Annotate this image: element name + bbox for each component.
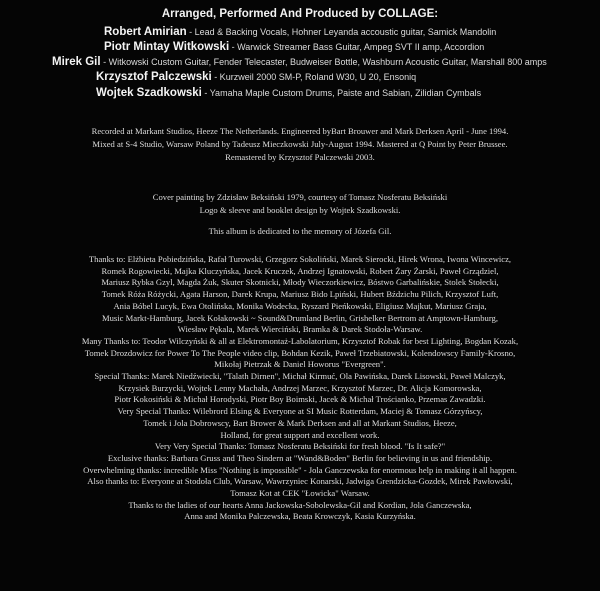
thanks-line: Tomek i Jola Dobrowscy, Bart Brower & Mark Derksen and all at Markant Studios, Heeze,: [143, 417, 457, 428]
thanks-line: Anna and Monika Palczewska, Beata Krowczyk, Kasia Kurzyńska.: [184, 511, 416, 522]
thanks-section: [0, 254, 600, 523]
member-name: Piotr Mintay Witkowski: [104, 41, 230, 53]
thanks-line: Mikołaj Pietrzak & Daniel Howorus "Evergreen".: [214, 359, 386, 370]
thanks-line: Music Markt-Hamburg, Jacek Kołakowski ~ Sound&Drumland Berlin, Grishelker Bertrom at Amptown-Hamburg,: [101, 312, 498, 323]
recording-line: Mixed at S-4 Studio, Warsaw Poland by Tadeusz Mieczkowski July-August 1994. Mastered at Q Point by Peter Brussee.: [92, 139, 508, 149]
thanks-line: Romek Rogowiecki, Majka Kluczyńska, Jacek Kruczek, Andrzej Ignatowski, Robert Żary Żarski, Paweł Grządziel,: [101, 265, 499, 276]
thanks-line: Overwhelming thanks: incredible Miss "Nothing is impossible" - Jola Ganczewska for enormous help in making it all happen.: [83, 464, 517, 475]
thanks-line: Also thanks to: Everyone at Stodoła Club, Warsaw, Wawrzyniec Konarski, Jadwiga Grendzicka-Gozdek, Mirek Pawłowski,: [87, 476, 513, 487]
thanks-line: Tomasz Kot at CEK "Łowicka" Warsaw.: [230, 488, 370, 499]
thanks-line: Thanks to the ladies of our hearts Anna Jackowska-Sobolewska-Gil and Kordian, Jola Ganczewska,: [128, 499, 472, 510]
thanks-line: Very Special Thanks: Wilebrord Elsing & Everyone at SI Music Rotterdam, Maciej & Tomasz Górzyńscy,: [117, 406, 483, 417]
thanks-line: Special Thanks: Marek Niedźwiecki, "Talath Dirnen", Michał Kirmuć, Ola Pawińska, Darek Lisowski, Paweł Malczyk,: [94, 371, 506, 382]
dedication: [0, 225, 600, 238]
thanks-line: Thanks to: Elżbieta Pobiedzińska, Rafał Turowski, Grzegorz Sokoliński, Marek Sierocki, Hirek Wrona, Iwona Wincewicz,: [88, 254, 512, 264]
thanks-line: Piotr Kokosiński & Michał Horodyski, Piotr Boy Boimski, Jacek & Michał Trościanko, Przemas Zawadzki.: [114, 394, 486, 405]
thanks-line: Ania Bóbel Lucyk, Ewa Otolińska, Monika Wodecka, Ryszard Pieńkowski, Eligiusz Majkut, Mariusz Graja,: [113, 300, 487, 311]
member-name: Robert Amirian: [104, 26, 187, 38]
member-line: [96, 71, 416, 83]
thanks-line: Many Thanks to: Teodor Wilczyński & all at Elektromontaż-Labolatorium, Krzysztof Robak for best Lighting, Bogdan Kozak,: [81, 335, 519, 346]
member-name: Krzysztof Palczewski: [96, 71, 212, 83]
member-line: [104, 26, 496, 38]
member-name: Wojtek Szadkowski: [96, 87, 202, 99]
recording-line: Recorded at Markant Studios, Heeze The Netherlands. Engineered byBart Brouwer and Mark Derksen April - June 1994.: [91, 126, 509, 136]
member-name: Mirek Gil: [52, 56, 101, 68]
thanks-line: Mariusz Rybka Gzyl, Magda Żuk, Skuter Skotnicki, Młody Wieczorkiewicz, Bóstwo Garbalińskie, Stolek Stołecki,: [101, 277, 499, 288]
recording-line: Remastered by Krzysztof Palczewski 2003.: [225, 152, 375, 162]
member-role: - Kurzweil 2000 SM-P, Roland W30, U 20, Ensoniq: [211, 72, 417, 82]
cover-line: Logo & sleeve and booklet design by Wojtek Szadkowski.: [199, 205, 401, 215]
member-role: - Yamaha Maple Custom Drums, Paiste and Sabian, Zilidian Cymbals: [201, 88, 482, 98]
thanks-line: Exclusive thanks: Barbara Gruss and Theo Sindern at "Wand&Boden" Berlin for believing in us and friendship.: [107, 452, 493, 463]
thanks-line: Tomek Róża Różycki, Agata Harson, Darek Krupa, Mariusz Bido Lpiński, Hubert Bździchu Pilich, Krzysztof Luft,: [101, 289, 499, 300]
member-role: - Lead & Backing Vocals, Hohner Leyanda accoustic guitar, Samick Mandolin: [186, 27, 497, 37]
member-role: - Warwick Streamer Bass Guitar, Ampeg SVT II amp, Accordion: [229, 42, 485, 52]
recording-info: [0, 125, 600, 164]
credits-header: Arranged, Performed And Produced by COLLAGE:: [161, 8, 439, 20]
member-line: [96, 87, 481, 99]
thanks-line: Tomek Drozdowicz for Power To The People video clip, Bohdan Kezik, Paweł Trzebiatowski, Kolendowscy Family-Krosno,: [84, 347, 516, 358]
dedication-line: This album is dedicated to the memory of Józefa Gil.: [208, 226, 392, 236]
thanks-line: Wiesław Pękala, Marek Wierciński, Bramka & Darek Stodoła-Warsaw.: [177, 324, 423, 335]
member-line: [104, 41, 484, 53]
member-line: [52, 56, 547, 68]
thanks-line: Very Very Special Thanks: Tomasz Nosferatu Beksiński for fresh blood. "Is It safe?": [154, 441, 446, 452]
thanks-line: Holland, for great support and excellent work.: [220, 429, 380, 440]
member-role: - Witkowski Custom Guitar, Fender Telecaster, Budweiser Bottle, Washburn Acoustic Guitar, Marshall 800 amps: [100, 57, 547, 67]
cover-credits: [0, 191, 600, 217]
thanks-line: Krzysiek Burzycki, Wojtek Lenny Machała, Andrzej Marzec, Krzysztof Marzec, Dr. Alicja Komorowska,: [118, 382, 482, 393]
cover-line: Cover painting by Zdzisław Beksiński 1979, courtesy of Tomasz Nosferatu Beksiński: [152, 192, 448, 202]
